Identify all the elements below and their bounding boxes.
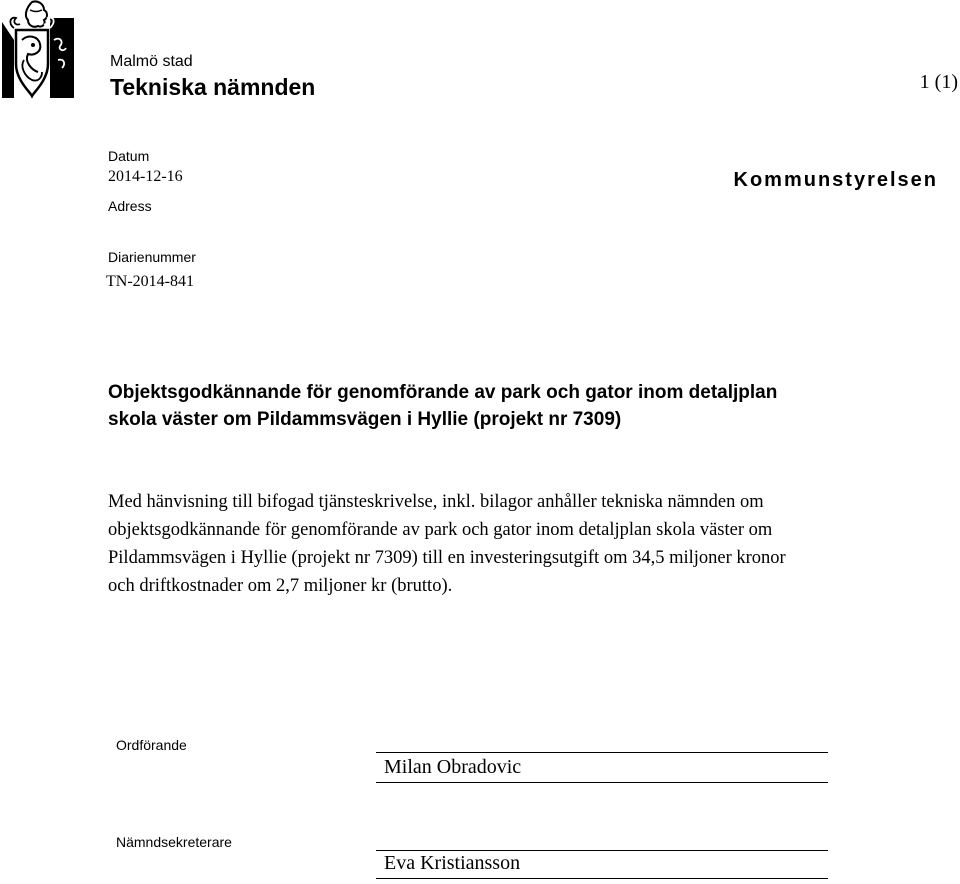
body-line: Med hänvisning till bifogad tjänsteskrivelse, inkl. bilagor anhåller tekniska nämnden om (108, 492, 764, 512)
board-title: Tekniska nämnden (110, 74, 316, 100)
body-line: och driftkostnader om 2,7 miljoner kr (brutto). (108, 576, 453, 596)
chair-name: Milan Obradovic (384, 756, 522, 778)
name-underline (376, 782, 828, 783)
page-number: 1 (1) (919, 71, 958, 93)
recipient: Kommunstyrelsen (733, 169, 938, 191)
date-label: Datum (108, 148, 150, 164)
signature-line (376, 850, 828, 851)
date-value: 2014-12-16 (108, 168, 183, 185)
secretary-name: Eva Kristiansson (384, 852, 521, 874)
chair-label: Ordförande (116, 737, 187, 753)
diary-number-label: Diarienummer (108, 249, 196, 265)
body-line: Pildammsvägen i Hyllie (projekt nr 7309) till en investeringsutgift om 34,5 miljoner kronor (108, 548, 786, 568)
secretary-label: Nämndsekreterare (116, 834, 232, 850)
malmo-coat-of-arms-icon (2, 0, 74, 100)
body-line: objektsgodkännande för genomförande av park och gator inom detaljplan skola väster om (108, 520, 773, 540)
body-text (108, 488, 960, 600)
address-label: Adress (108, 198, 152, 214)
diary-number-value: TN-2014-841 (106, 273, 194, 290)
subject-line: Objektsgodkännande för genomförande av park och gator inom detaljplan (108, 382, 778, 403)
subject-line: skola väster om Pildammsvägen i Hyllie (projekt nr 7309) (108, 409, 622, 430)
signature-line (376, 752, 828, 753)
organization-name: Malmö stad (110, 53, 193, 70)
subject-heading (108, 379, 958, 433)
name-underline (376, 878, 828, 879)
